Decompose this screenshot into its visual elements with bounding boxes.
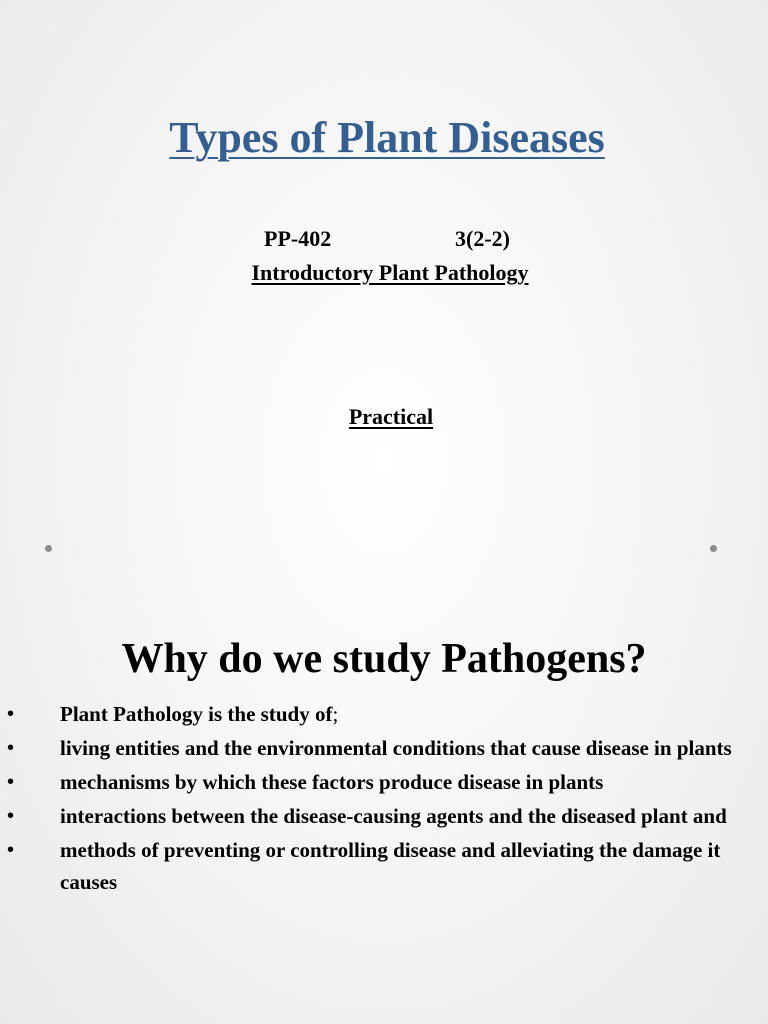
list-item [0,766,768,798]
list-item-text: methods of preventing or controlling disease and alleviating the damage it causes [60,838,721,894]
bullet-icon: • [7,805,15,827]
section-label: Practical [348,404,434,429]
slide-title: Types of Plant Diseases [169,113,605,162]
list-item-text: Plant Pathology is the study of [60,702,333,726]
slide-heading: Why do we study Pathogens? [121,636,647,682]
list-item-text: interactions between the disease-causing agents and the diseased plant and [60,804,727,828]
bullet-list [0,698,768,900]
bullet-icon: • [7,771,15,793]
bullet-icon: • [7,703,15,725]
credit-hours: 3(2-2) [455,226,510,251]
course-code: PP-402 [264,226,332,251]
slide-dot-left [45,545,52,552]
list-item [0,834,768,898]
list-item [0,732,768,764]
list-item-suffix: ; [332,702,339,726]
bullet-icon: • [7,839,15,861]
course-name: Introductory Plant Pathology [251,260,529,285]
bullet-icon: • [7,737,15,759]
slide-dot-right [710,545,717,552]
list-item-text: living entities and the environmental conditions that cause disease in plants [60,736,732,760]
list-item [0,800,768,832]
list-item [0,698,768,730]
list-item-text: mechanisms by which these factors produce disease in plants [60,770,604,794]
